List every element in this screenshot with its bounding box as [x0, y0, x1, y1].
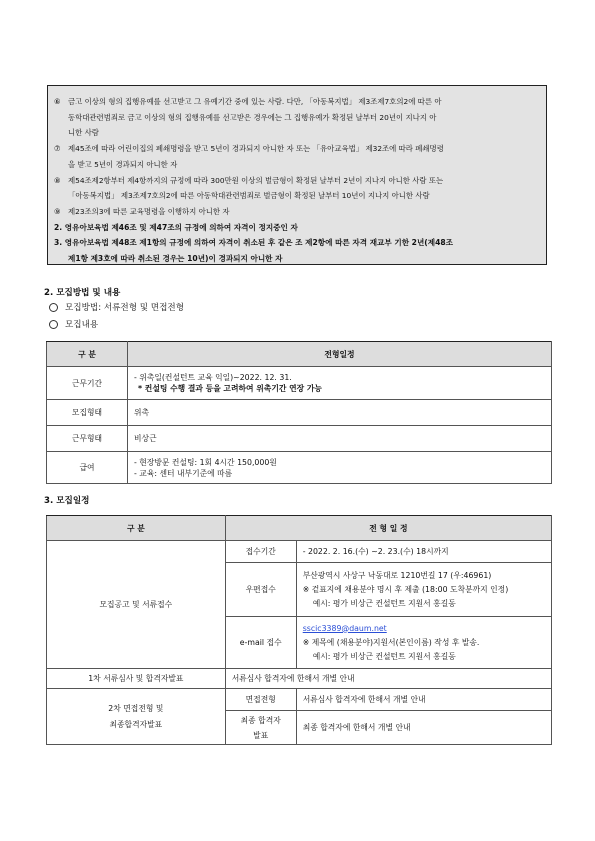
- table-header: 전형일정: [128, 342, 552, 367]
- row-value: 서류심사 합격자에 한해서 개별 안내: [225, 669, 551, 689]
- qualification-box: [47, 85, 547, 265]
- circle-bullet-icon: [49, 320, 58, 329]
- bold-list-item-continuation: 제1항 제3호에 따라 취소된 경우는 10년)이 경과되지 아니한 자: [68, 254, 283, 264]
- row-label: 근무형태: [47, 426, 128, 452]
- table-row: [47, 367, 552, 400]
- row-value: - 위촉일(컨설턴트 교육 익일)~2022. 12. 31. * 컨설팅 수행 결과 등을 고려하여 위촉기간 연장 가능: [128, 367, 552, 400]
- list-item: ⑨ 제23조의3에 따른 교육명령을 이행하지 아니한 자: [54, 206, 230, 216]
- list-item-continuation: 「아동복지법」 제3조제7호의2에 따른 아동학대관련범죄로 벌금형이 확정된 날부터 10년이 지나지 아니한 사람: [68, 191, 430, 201]
- recruitment-schedule-table: [46, 515, 552, 745]
- row-value: - 현장방문 컨설팅: 1회 4시간 150,000원 - 교육: 센터 내부기준에 따름: [128, 452, 552, 484]
- bold-list-item: 2. 영유아보육법 제46조 및 제47조의 규정에 의하여 자격이 정지중인 자: [54, 222, 298, 232]
- row-value: 서류심사 합격자에 한해서 개별 안내: [296, 689, 551, 711]
- content-line: 모집내용: [49, 318, 98, 330]
- section-2-title: 2. 모집방법 및 내용: [44, 288, 121, 298]
- table-row: [47, 452, 552, 484]
- row-label: 2차 면접전형 및 최종합격자발표: [47, 689, 226, 745]
- row-label: 모집공고 및 서류접수: [47, 541, 226, 669]
- row-label: 근무기간: [47, 367, 128, 400]
- table-row: [47, 669, 552, 689]
- row-value: 부산광역시 사상구 낙동대로 1210번길 17 (우:46961) ※ 겉표지에 채용분야 명시 후 제출 (18:00 도착분까지 인정) 예시: 평가 비상근 컨설턴트 지원서 홍길동: [296, 563, 551, 617]
- list-item: ⑥ 금고 이상의 형의 집행유예를 선고받고 그 유예기간 중에 있는 사람. 다만, 「아동복지법」 제3조제7호의2에 따른 아: [54, 97, 442, 106]
- row-sublabel: 접수기간: [225, 541, 296, 563]
- row-sublabel: 우편접수: [225, 563, 296, 617]
- row-label: 1차 서류심사 및 합격자발표: [47, 669, 226, 689]
- email-link[interactable]: sscic3389@daum.net: [302, 623, 387, 633]
- recruitment-content-table: [46, 341, 552, 484]
- row-sublabel: 최종 합격자 발표: [225, 711, 296, 745]
- bold-list-item: 3. 영유아보육법 제48조 제1항의 규정에 의하여 자격이 취소된 후 같은 조 제2항에 따른 자격 재교부 기한 2년(제48조: [54, 238, 454, 248]
- method-line: 모집방법: 서류전형 및 면접전형: [49, 301, 184, 313]
- table-row: [47, 541, 552, 563]
- row-label: 급여: [47, 452, 128, 484]
- row-value: - 2022. 2. 16.(수) ~2. 23.(수) 18시까지: [296, 541, 551, 563]
- list-item-continuation: 니한 사람: [68, 128, 99, 138]
- table-header: 구 분: [47, 516, 226, 541]
- list-item: ⑧ 제54조제2항부터 제4항까지의 규정에 따라 300만원 이상의 벌금형이 확정된 날부터 2년이 지나지 아니한 사람 또는: [54, 175, 444, 185]
- row-value: sscic3389@daum.net ※ 제목에 (채용분야)지원서(본인이름) 작성 후 발송. 예시: 평가 비상근 컨설턴트 지원서 홍길동: [296, 617, 551, 669]
- row-value: 위촉: [128, 400, 552, 426]
- row-sublabel: 면접전형: [225, 689, 296, 711]
- list-item: ⑦ 제45조에 따라 어린이집의 폐쇄명령을 받고 5년이 경과되지 아니한 자 또는 「유아교육법」 제32조에 따라 폐쇄명령: [54, 144, 444, 154]
- row-value: 비상근: [128, 426, 552, 452]
- table-row: [47, 689, 552, 711]
- section-3-title: 3. 모집일정: [44, 496, 90, 506]
- table-header: 전 형 일 정: [225, 516, 551, 541]
- row-label: 모집형태: [47, 400, 128, 426]
- list-item-continuation: 동학대관련범죄로 금고 이상의 형의 집행유예를 선고받은 경우에는 그 집행유예가 확정된 날부터 20년이 지나지 아: [68, 112, 437, 122]
- circle-bullet-icon: [49, 303, 58, 312]
- table-row: [47, 426, 552, 452]
- table-row: [47, 400, 552, 426]
- list-item-continuation: 을 받고 5년이 경과되지 아니한 자: [68, 159, 178, 169]
- row-value: 최종 합격자에 한해서 개별 안내: [296, 711, 551, 745]
- table-header: 구 분: [47, 342, 128, 367]
- row-sublabel: e-mail 접수: [225, 617, 296, 669]
